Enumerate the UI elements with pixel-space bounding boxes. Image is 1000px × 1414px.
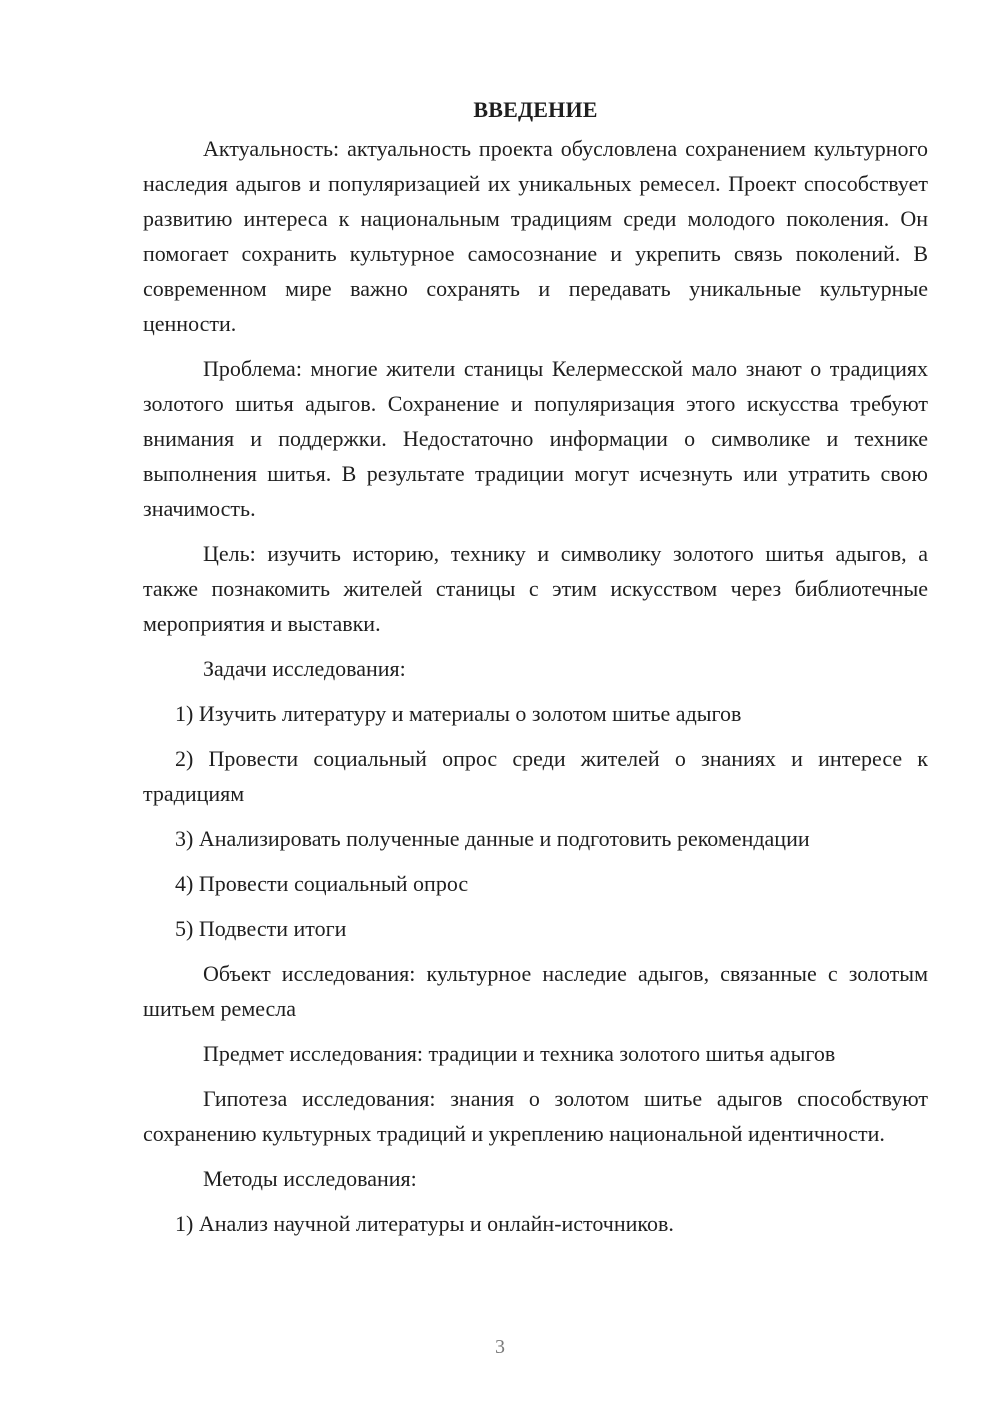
task-item-4: 4) Провести социальный опрос [175, 871, 469, 896]
relevance-paragraph: Актуальность: актуальность проекта обусловлена сохранением культурного наследия адыгов и популяризацией их уникальных ремесел. Проект способствует развитию интереса к национальным традициям среди молодого поколения. Он помогает сохранить культурное самосознание и укрепить связь поколений. В современном мире важно сохранять и передавать уникальные культурные ценности. [143, 136, 928, 336]
methods-heading: Методы исследования: [203, 1166, 417, 1191]
task-item-1: 1) Изучить литературу и материалы о золотом шитье адыгов [175, 701, 742, 726]
task-item-3: 3) Анализировать полученные данные и подготовить рекомендации [175, 826, 810, 851]
task-item-5: 5) Подвести итоги [175, 916, 347, 941]
method-item-1: 1) Анализ научной литературы и онлайн-источников. [175, 1211, 674, 1236]
research-subject-paragraph: Предмет исследования: традиции и техника золотого шитья адыгов [203, 1041, 836, 1066]
hypothesis-paragraph: Гипотеза исследования: знания о золотом шитье адыгов способствуют сохранению культурных традиций и укреплению национальной идентичности. [143, 1086, 928, 1146]
page-content [143, 95, 928, 1251]
page-number: 3 [495, 1336, 505, 1358]
goal-paragraph: Цель: изучить историю, технику и символику золотого шитья адыгов, а также познакомить жителей станицы с этим искусством через библиотечные мероприятия и выставки. [143, 541, 928, 636]
tasks-heading: Задачи исследования: [203, 656, 406, 681]
page-title: ВВЕДЕНИЕ [473, 97, 598, 122]
task-item-2: 2) Провести социальный опрос среди жителей о знаниях и интересе к традициям [143, 746, 928, 806]
research-object-paragraph: Объект исследования: культурное наследие адыгов, связанные с золотым шитьем ремесла [143, 961, 928, 1021]
problem-paragraph: Проблема: многие жители станицы Келермесской мало знают о традициях золотого шитья адыгов. Сохранение и популяризация этого искусства требуют внимания и поддержки. Недостаточно информации о символике и технике выполнения шитья. В результате традиции могут исчезнуть или утратить свою значимость. [143, 356, 928, 521]
